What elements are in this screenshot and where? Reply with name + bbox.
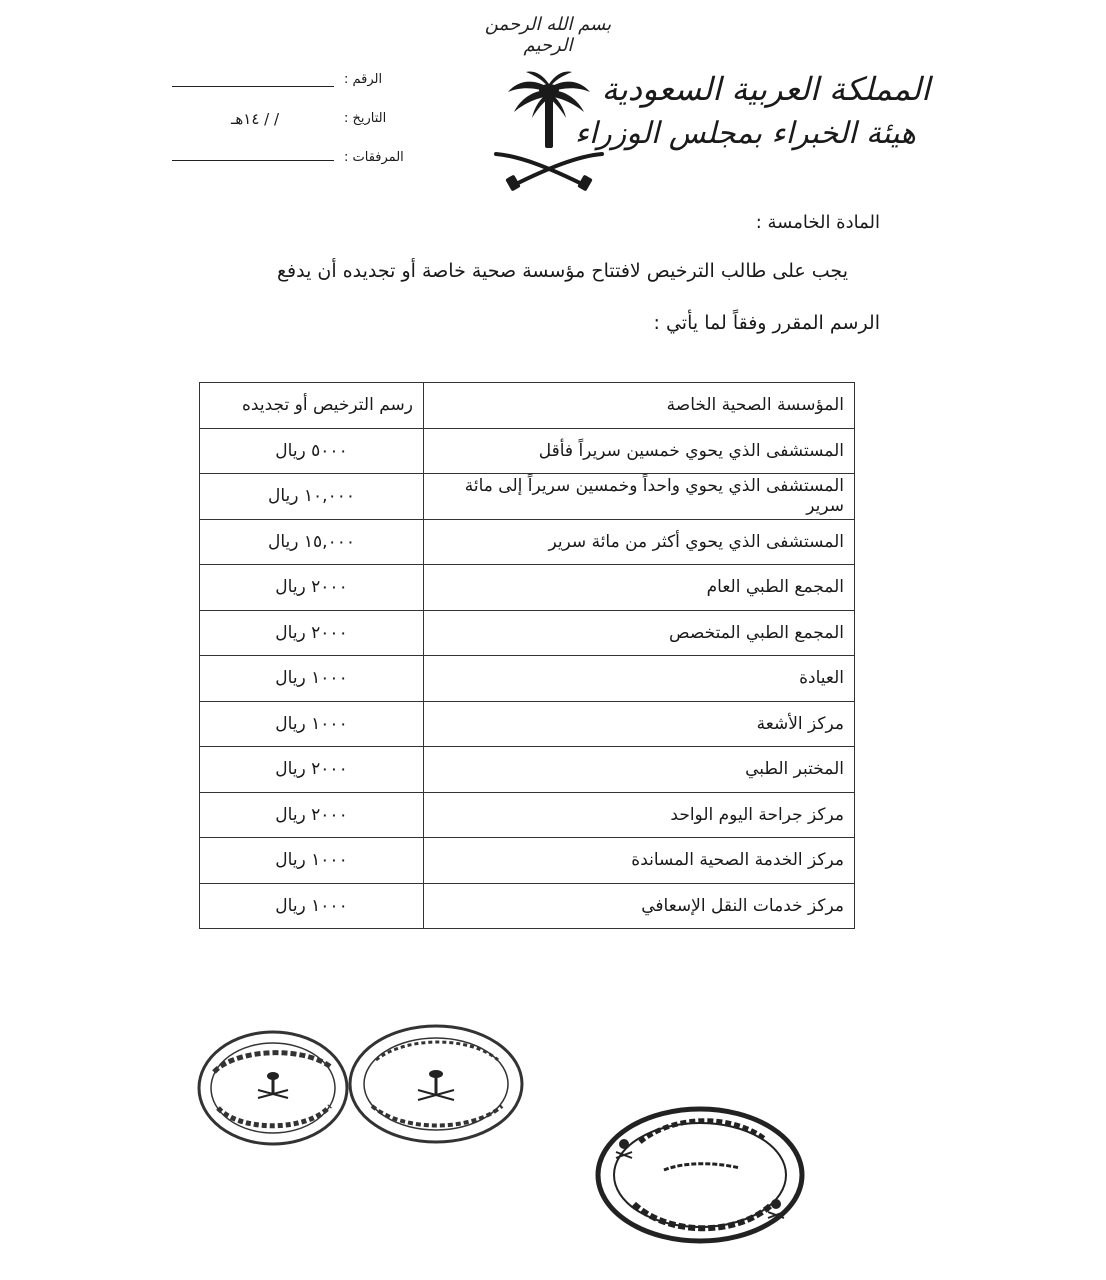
institution-cell: مركز خدمات النقل الإسعافي [424, 883, 855, 929]
fee-cell: ٢٠٠٠ ريال [200, 747, 424, 793]
table-row [200, 701, 855, 747]
article-title: المادة الخامسة : [755, 212, 880, 233]
header-institution: المؤسسة الصحية الخاصة [424, 383, 855, 429]
letterhead-kingdom: المملكة العربية السعودية [601, 70, 930, 108]
table-header-row [200, 383, 855, 429]
fee-cell: ١٠٠٠ ريال [200, 883, 424, 929]
table-row [200, 519, 855, 565]
attachments-label: المرفقات : [344, 150, 404, 165]
institution-cell: العيادة [424, 656, 855, 702]
table-row [200, 610, 855, 656]
license-fee-table [199, 382, 855, 929]
ref-line [172, 86, 334, 87]
stamp-general-secretariat [196, 1028, 350, 1148]
ref-label: الرقم : [344, 72, 383, 87]
institution-cell: مركز جراحة اليوم الواحد [424, 792, 855, 838]
fee-cell: ٢٠٠٠ ريال [200, 565, 424, 611]
stamp-experts-bureau [346, 1022, 526, 1146]
table-row [200, 747, 855, 793]
attachments-line [172, 160, 334, 161]
institution-cell: المستشفى الذي يحوي خمسين سريراً فأقل [424, 428, 855, 474]
institution-cell: المجمع الطبي المتخصص [424, 610, 855, 656]
institution-cell: مركز الخدمة الصحية المساندة [424, 838, 855, 884]
table-row [200, 838, 855, 884]
fee-cell: ٥٠٠٠ ريال [200, 428, 424, 474]
table-row [200, 474, 855, 520]
table-row [200, 428, 855, 474]
table-row [200, 792, 855, 838]
institution-cell: المستشفى الذي يحوي أكثر من مائة سرير [424, 519, 855, 565]
paragraph-line-2: الرسم المقرر وفقاً لما يأتي : [653, 312, 880, 334]
institution-cell: المستشفى الذي يحوي واحداً وخمسين سريراً إلى مائة سرير [424, 474, 855, 520]
institution-cell: المجمع الطبي العام [424, 565, 855, 611]
institution-cell: المختبر الطبي [424, 747, 855, 793]
fee-cell: ١٠٠٠ ريال [200, 701, 424, 747]
saudi-emblem-icon [490, 68, 608, 196]
stamp-communications-center [594, 1104, 806, 1246]
fee-cell: ١٥,٠٠٠ ريال [200, 519, 424, 565]
paragraph-line-1: يجب على طالب الترخيص لافتتاح مؤسسة صحية خاصة أو تجديده أن يدفع [276, 260, 848, 282]
fee-cell: ٢٠٠٠ ريال [200, 792, 424, 838]
fee-cell: ١٠٠٠ ريال [200, 838, 424, 884]
fee-cell: ١٠٠٠ ريال [200, 656, 424, 702]
table-row [200, 883, 855, 929]
header-fee: رسم الترخيص أو تجديده [200, 383, 424, 429]
basmala: بسم الله الرحمن الرحيم [484, 14, 612, 56]
date-field: / / ١٤هـ [230, 110, 280, 128]
fee-cell: ١٠,٠٠٠ ريال [200, 474, 424, 520]
institution-cell: مركز الأشعة [424, 701, 855, 747]
date-label: التاريخ : [344, 111, 387, 126]
letterhead-bureau: هيئة الخبراء بمجلس الوزراء [574, 116, 916, 151]
fee-cell: ٢٠٠٠ ريال [200, 610, 424, 656]
table-row [200, 656, 855, 702]
table-row [200, 565, 855, 611]
